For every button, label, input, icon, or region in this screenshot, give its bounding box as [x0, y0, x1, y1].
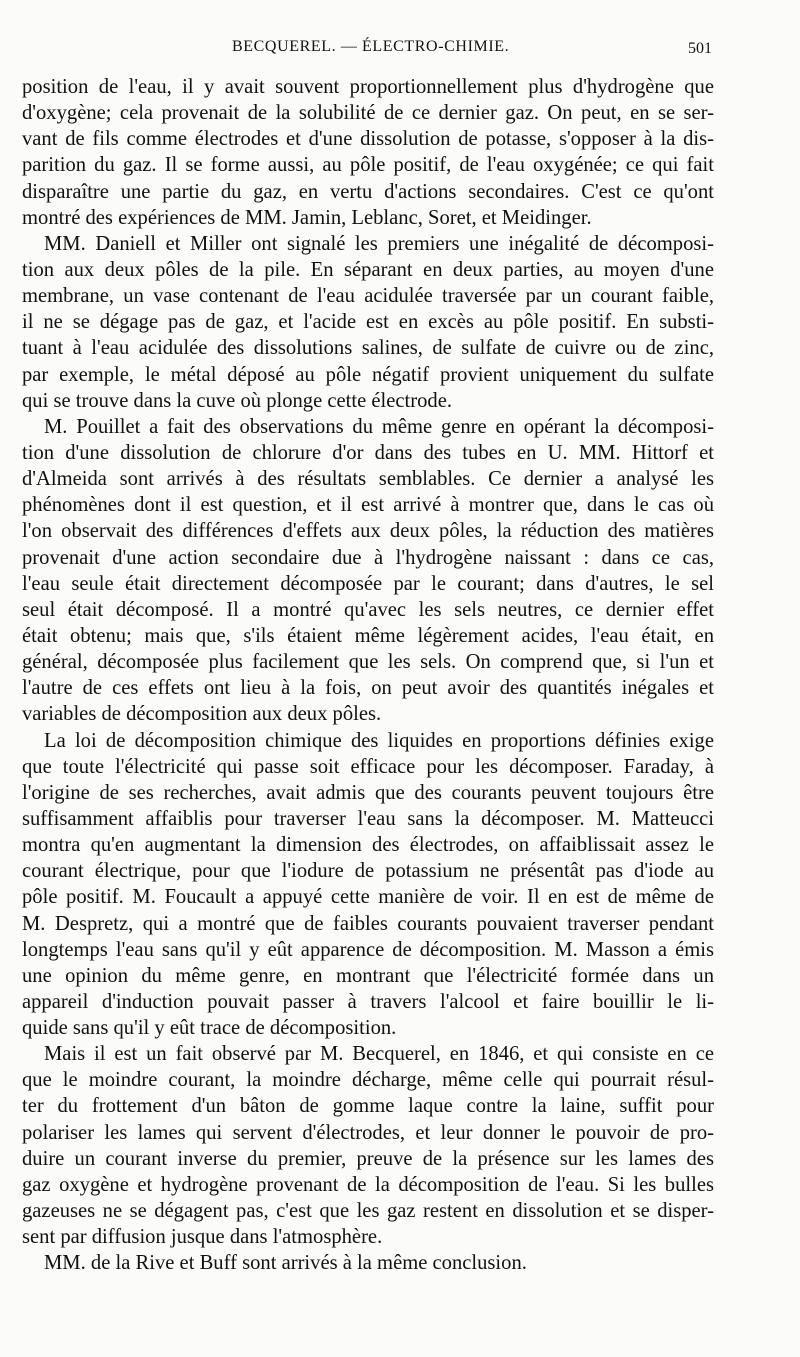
text-line: l'origine de ses recherches, avait admis que des courants peuvent toujours être [22, 781, 714, 804]
text-line: gazeuses ne se dégagent pas, c'est que les gaz restent en dissolution et se disper- [22, 1200, 714, 1223]
text-line: polariser les lames qui servent d'électrodes, et leur donner le pouvoir de pro- [22, 1121, 714, 1144]
text-line: MM. Daniell et Miller ont signalé les premiers une inégalité de décomposi- [44, 232, 714, 255]
text-line: disparaître une partie du gaz, en vertu d'actions secondaires. C'est ce qu'ont [22, 180, 714, 203]
text-line: était obtenu; mais que, s'ils étaient même légèrement acides, l'eau était, en [22, 624, 714, 647]
text-line: l'on observait des différences d'effets aux deux pôles, la réduction des matières [22, 520, 714, 543]
text-line: une opinion du même genre, en montrant que l'électricité formée dans un [22, 964, 714, 987]
text-line: pôle positif. M. Foucault a appuyé cette manière de voir. Il en est de même de [22, 886, 714, 909]
text-line: phénomènes dont il est question, et il est arrivé à montrer que, dans le cas où [22, 494, 714, 517]
text-line: que toute l'électricité qui passe soit efficace pour les décomposer. Faraday, à [22, 755, 714, 778]
text-line: provenait d'une action secondaire due à l'hydrogène naissant : dans ce cas, [22, 546, 714, 569]
text-line: d'Almeida sont arrivés à des résultats semblables. Ce dernier a analysé les [22, 468, 714, 491]
text-line: vant de fils comme électrodes et d'une dissolution de potasse, s'opposer à la dis- [22, 128, 714, 151]
text-line: parition du gaz. Il se forme aussi, au pôle positif, de l'eau oxygénée; ce qui fait [22, 154, 714, 177]
text-line: d'oxygène; cela provenait de la solubilité de ce dernier gaz. On peut, en se ser- [22, 102, 714, 125]
text-line: M. Despretz, qui a montré que de faibles courants pouvaient traverser pendant [22, 912, 714, 935]
page-number: 501 [688, 40, 712, 57]
text-line: sent par diffusion jusque dans l'atmosphère. [22, 1226, 383, 1249]
text-line: tuant à l'eau acidulée des dissolutions salines, de sulfate de cuivre ou de zinc, [22, 337, 714, 360]
text-line: membrane, un vase contenant de l'eau acidulée traversée par un courant faible, [22, 285, 714, 308]
running-head: BECQUEREL. — ÉLECTRO-CHIMIE. [232, 38, 510, 55]
text-line: M. Pouillet a fait des observations du même genre en opérant la décomposi- [44, 415, 714, 438]
text-line: La loi de décomposition chimique des liquides en proportions définies exige [44, 729, 714, 752]
text-line: montra qu'en augmentant la dimension des électrodes, on affaiblissait assez le [22, 834, 714, 857]
text-line: par exemple, le métal déposé au pôle négatif provient uniquement du sulfate [22, 363, 714, 386]
body-text [22, 74, 714, 1276]
text-line: il ne se dégage pas de gaz, et l'acide est en excès au pôle positif. En substi- [22, 311, 714, 334]
text-line: seul était décomposé. Il a montré qu'avec les sels neutres, ce dernier effet [22, 598, 714, 621]
text-line: ter du frottement d'un bâton de gomme laque contre la laine, suffit pour [22, 1095, 714, 1118]
page-header [22, 38, 712, 64]
text-line: tion d'une dissolution de chlorure d'or dans des tubes en U. MM. Hittorf et [22, 441, 714, 464]
text-line: tion aux deux pôles de la pile. En séparant en deux parties, au moyen d'une [22, 258, 714, 281]
text-line: quide sans qu'il y eût trace de décomposition. [22, 1017, 397, 1040]
text-line: l'eau seule était directement décomposée par le courant; dans d'autres, le sel [22, 572, 714, 595]
text-line: général, décomposée plus facilement que les sels. On comprend que, si l'un et [22, 651, 714, 674]
text-line: appareil d'induction pouvait passer à travers l'alcool et faire bouillir le li- [22, 990, 714, 1013]
text-line: l'autre de ces effets ont lieu à la fois, on peut avoir des quantités inégales et [22, 677, 714, 700]
text-line: courant électrique, pour que l'iodure de potassium ne présentât pas d'iode au [22, 860, 714, 883]
text-line: montré des expériences de MM. Jamin, Leblanc, Soret, et Meidinger. [22, 206, 592, 229]
text-line: variables de décomposition aux deux pôles. [22, 703, 382, 726]
text-line: suffisamment affaiblis pour traverser l'eau sans la décomposer. M. Matteucci [22, 807, 714, 830]
text-line: position de l'eau, il y avait souvent proportionnellement plus d'hydrogène que [22, 76, 714, 98]
text-line: MM. de la Rive et Buff sont arrivés à la même conclusion. [44, 1252, 527, 1275]
text-line: longtemps l'eau sans qu'il y eût apparence de décomposition. M. Masson a émis [22, 938, 714, 961]
text-line: Mais il est un fait observé par M. Becquerel, en 1846, et qui consiste en ce [44, 1043, 714, 1066]
text-line: que le moindre courant, la moindre décharge, même celle qui pourrait résul- [22, 1069, 714, 1092]
text-line: qui se trouve dans la cuve où plonge cette électrode. [22, 389, 453, 412]
text-line: gaz oxygène et hydrogène provenant de la décomposition de l'eau. Si les bulles [22, 1173, 714, 1196]
text-line: duire un courant inverse du premier, preuve de la présence sur les lames des [22, 1147, 714, 1170]
